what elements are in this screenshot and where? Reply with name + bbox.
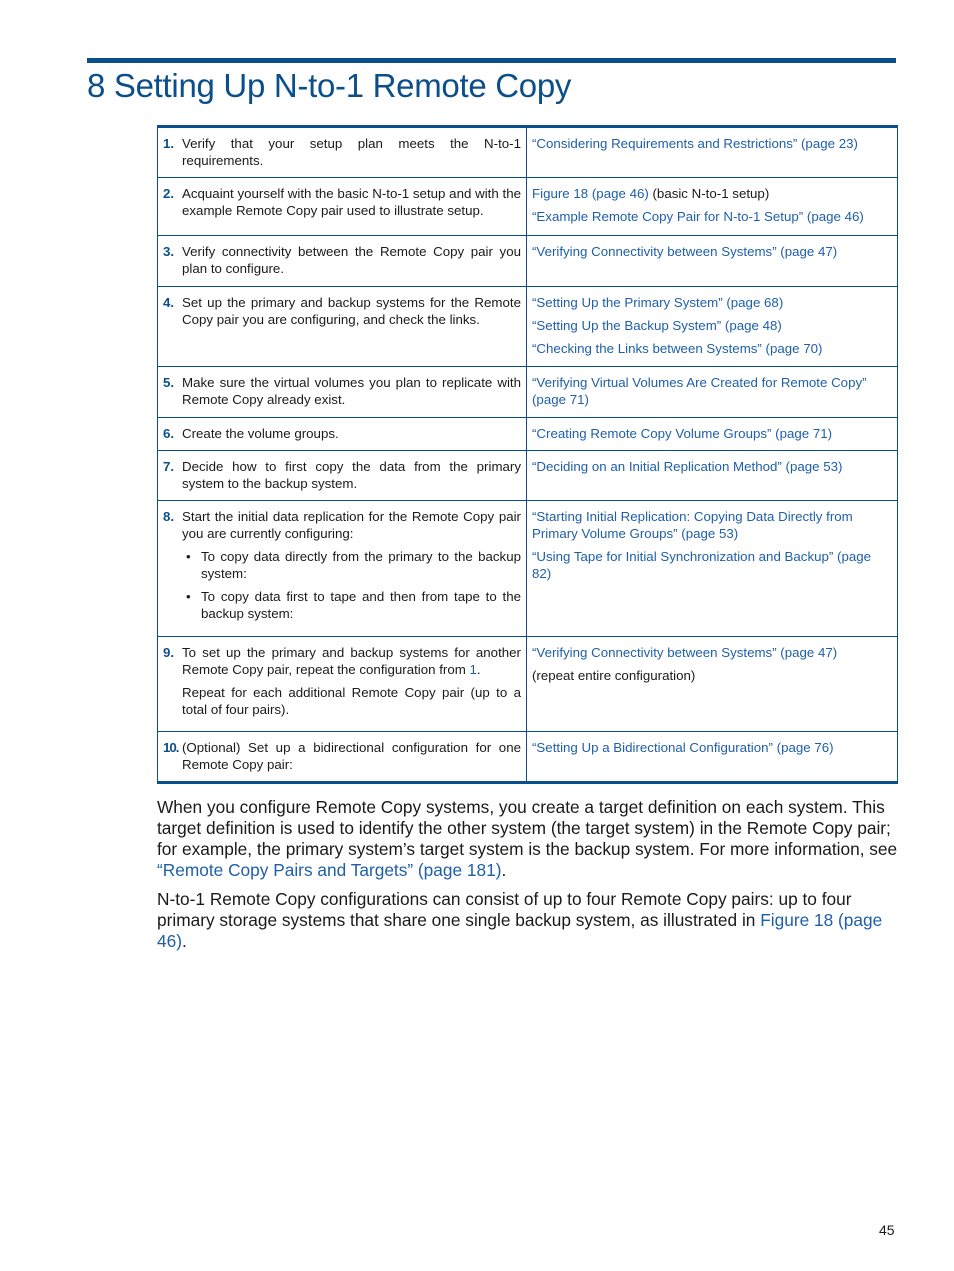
table-row	[158, 127, 898, 178]
reference-note: (basic N-to-1 setup)	[648, 186, 770, 201]
reference-cell	[527, 637, 898, 732]
step-text: Start the initial data replication for the Remote Copy pair you are currently configuring:	[182, 509, 521, 541]
chapter-top-rule	[87, 58, 896, 63]
table-row	[158, 236, 898, 287]
step-text	[182, 644, 521, 678]
reference-link[interactable]: “Example Remote Copy Pair for N-to-1 Setup” (page 46)	[532, 209, 864, 224]
step-cell	[158, 178, 527, 236]
reference-link[interactable]: “Verifying Connectivity between Systems” (page 47)	[532, 645, 838, 660]
table-row	[158, 732, 898, 783]
step-text: (Optional) Set up a bidirectional configuration for one Remote Copy pair:	[182, 740, 521, 772]
paragraph	[157, 797, 899, 881]
table-row	[158, 501, 898, 637]
list-item: • To copy data first to tape and then from tape to the backup system:	[182, 588, 521, 622]
step-number: 8.	[163, 509, 175, 524]
step-text: Set up the primary and backup systems for the Remote Copy pair you are configuring, and check the links.	[182, 295, 521, 327]
table-row	[158, 637, 898, 732]
figure-link[interactable]: Figure 18 (page 46)	[157, 910, 883, 951]
step-number: 9.	[163, 645, 175, 660]
reference-cell	[527, 732, 898, 783]
step-cell	[158, 418, 527, 451]
reference-link[interactable]: “Setting Up a Bidirectional Configuration” (page 76)	[532, 740, 834, 755]
step-cell	[158, 236, 527, 287]
figure-link[interactable]: Figure 18 (page 46)	[532, 186, 649, 201]
step-number: 7.	[163, 459, 175, 474]
table-row	[158, 367, 898, 418]
step-text: Create the volume groups.	[182, 426, 339, 441]
step-number: 3.	[163, 244, 175, 259]
step-number: 6.	[163, 426, 175, 441]
reference-link[interactable]: “Creating Remote Copy Volume Groups” (page 71)	[532, 426, 833, 441]
step-text-end: .	[476, 662, 481, 677]
reference-cell	[527, 501, 898, 637]
step-cell	[158, 367, 527, 418]
chapter-title: 8 Setting Up N-to-1 Remote Copy	[87, 67, 572, 104]
reference-cell	[527, 236, 898, 287]
step-number: 2.	[163, 186, 175, 201]
reference-link[interactable]: “Using Tape for Initial Synchronization and Backup” (page 82)	[532, 549, 872, 581]
step-cell	[158, 637, 527, 732]
step-text: Verify connectivity between the Remote Copy pair you plan to configure.	[182, 244, 521, 276]
reference-cell	[527, 418, 898, 451]
reference-link[interactable]: “Deciding on an Initial Replication Method” (page 53)	[532, 459, 843, 474]
step-text: Decide how to first copy the data from the primary system to the backup system.	[182, 459, 521, 491]
table-row	[158, 287, 898, 367]
step-reference-link[interactable]: 1	[469, 662, 477, 677]
setup-steps-table	[157, 125, 898, 784]
step-cell	[158, 501, 527, 637]
step-cell	[158, 451, 527, 501]
table-row	[158, 418, 898, 451]
reference-cell	[527, 287, 898, 367]
step-text: Acquaint yourself with the basic N-to-1 setup and with the example Remote Copy pair used to illustrate setup.	[182, 186, 521, 218]
reference-cell	[527, 127, 898, 178]
reference-cell	[527, 367, 898, 418]
body-text	[157, 797, 899, 960]
step-number: 5.	[163, 375, 175, 390]
step-text: Make sure the virtual volumes you plan to replicate with Remote Copy already exist.	[182, 375, 521, 407]
table-row	[158, 451, 898, 501]
reference-link[interactable]: “Verifying Virtual Volumes Are Created for Remote Copy” (page 71)	[532, 375, 867, 407]
reference-cell	[527, 451, 898, 501]
paragraph-end: .	[501, 860, 507, 880]
paragraph	[157, 889, 899, 952]
reference-link[interactable]: “Verifying Connectivity between Systems” (page 47)	[532, 244, 838, 259]
step-number: 10.	[163, 740, 179, 755]
paragraph-text: N-to-1 Remote Copy configurations can consist of up to four Remote Copy pairs: up to four primary storage systems that share one single backup system, as illustrated in	[157, 889, 852, 930]
paragraph-text: When you configure Remote Copy systems, you create a target definition on each system. This target definition is used to identify the other system (the target system) in the Remote Copy pair; for example, the primary system’s target system is the backup system. For more information, see	[157, 797, 898, 859]
reference-link[interactable]: “Setting Up the Backup System” (page 48)	[532, 318, 782, 333]
list-item: • To copy data directly from the primary to the backup system:	[182, 548, 521, 582]
step-cell	[158, 287, 527, 367]
reference-link[interactable]: “Checking the Links between Systems” (page 70)	[532, 341, 823, 356]
step-bullet-list	[182, 548, 521, 622]
reference-link[interactable]: “Remote Copy Pairs and Targets” (page 181)	[157, 860, 502, 880]
table-row	[158, 178, 898, 236]
reference-link[interactable]: “Considering Requirements and Restrictions” (page 23)	[532, 136, 858, 151]
reference-link[interactable]: “Starting Initial Replication: Copying Data Directly from Primary Volume Groups” (page 53)	[532, 509, 853, 541]
reference-cell	[527, 178, 898, 236]
step-cell	[158, 732, 527, 783]
page-number: 45	[879, 1222, 895, 1238]
reference-link[interactable]: “Setting Up the Primary System” (page 68)	[532, 295, 784, 310]
paragraph-end: .	[181, 931, 187, 951]
step-number: 4.	[163, 295, 175, 310]
step-text-part: To set up the primary and backup systems for another Remote Copy pair, repeat the configuration from	[182, 645, 521, 677]
step-number: 1.	[163, 136, 175, 151]
reference-note: (repeat entire configuration)	[532, 668, 696, 683]
step-text: Verify that your setup plan meets the N-to-1 requirements.	[182, 136, 521, 168]
step-text: Repeat for each additional Remote Copy pair (up to a total of four pairs).	[182, 685, 521, 717]
step-cell	[158, 127, 527, 178]
